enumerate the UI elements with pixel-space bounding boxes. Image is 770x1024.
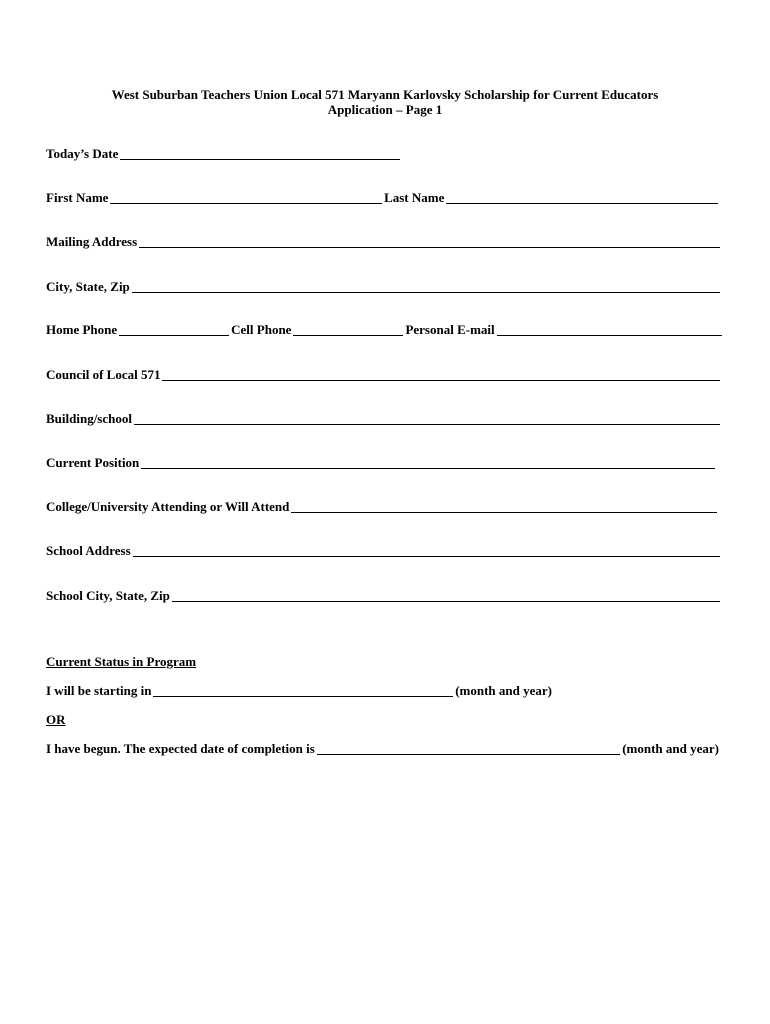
personal-email-label: Personal E-mail xyxy=(405,322,495,337)
cell-phone-field[interactable] xyxy=(293,324,403,336)
title-line-2: Application – Page 1 xyxy=(327,102,443,117)
last-name-label: Last Name xyxy=(384,190,445,205)
begun-label: I have begun. The expected date of completion is xyxy=(46,741,315,756)
building-school-field[interactable] xyxy=(134,413,720,425)
home-phone-label: Home Phone xyxy=(46,322,118,337)
building-school-label: Building/school xyxy=(46,411,132,426)
or-label: OR xyxy=(46,712,66,727)
mailing-address-row xyxy=(46,234,722,250)
completion-date-field[interactable] xyxy=(317,743,620,755)
starting-row xyxy=(46,683,552,699)
starting-label: I will be starting in xyxy=(46,683,152,698)
title-line-1: West Suburban Teachers Union Local 571 Maryann Karlovsky Scholarship for Current Educators xyxy=(111,87,659,102)
todays-date-label: Today’s Date xyxy=(46,146,119,161)
last-name-field[interactable] xyxy=(446,192,718,204)
school-address-label: School Address xyxy=(46,543,131,558)
starting-field[interactable] xyxy=(153,685,453,697)
status-heading: Current Status in Program xyxy=(46,654,197,669)
month-year-label-2: (month and year) xyxy=(622,741,719,756)
mailing-address-label: Mailing Address xyxy=(46,234,138,249)
college-row xyxy=(46,499,719,515)
school-address-field[interactable] xyxy=(133,545,720,557)
city-state-zip-row xyxy=(46,279,722,295)
phone-row xyxy=(46,322,724,338)
school-city-field[interactable] xyxy=(172,590,720,602)
current-position-row xyxy=(46,455,717,471)
current-position-label: Current Position xyxy=(46,455,140,470)
college-field[interactable] xyxy=(291,501,717,513)
home-phone-field[interactable] xyxy=(119,324,229,336)
begun-row xyxy=(46,741,719,757)
council-label: Council of Local 571 xyxy=(46,367,161,382)
current-position-field[interactable] xyxy=(141,457,715,469)
building-school-row xyxy=(46,411,722,427)
city-state-zip-label: City, State, Zip xyxy=(46,279,130,294)
personal-email-field[interactable] xyxy=(497,324,722,336)
form-title xyxy=(0,87,770,117)
city-state-zip-field[interactable] xyxy=(132,281,720,293)
school-city-label: School City, State, Zip xyxy=(46,588,170,603)
month-year-label-1: (month and year) xyxy=(455,683,552,698)
council-row xyxy=(46,367,722,383)
council-field[interactable] xyxy=(162,369,720,381)
school-address-row xyxy=(46,543,722,559)
mailing-address-field[interactable] xyxy=(139,236,720,248)
college-label: College/University Attending or Will Attend xyxy=(46,499,290,514)
todays-date-field[interactable] xyxy=(120,148,400,160)
todays-date-row xyxy=(46,146,402,162)
name-row xyxy=(46,190,720,206)
school-city-row xyxy=(46,588,722,604)
first-name-label: First Name xyxy=(46,190,109,205)
cell-phone-label: Cell Phone xyxy=(231,322,292,337)
first-name-field[interactable] xyxy=(110,192,382,204)
